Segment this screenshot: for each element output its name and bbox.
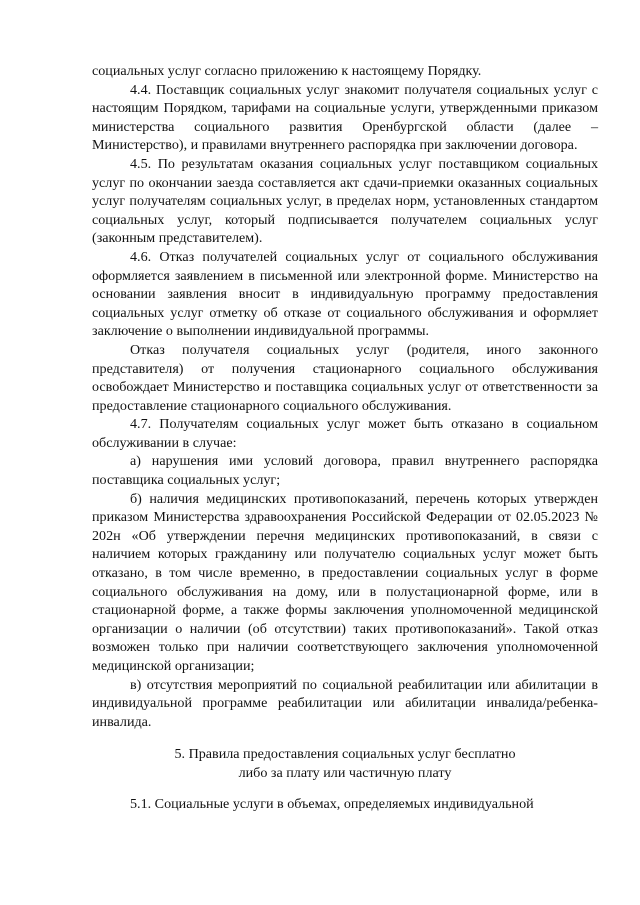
section-5-title-line1: 5. Правила предоставления социальных услуг бесплатно [174, 746, 516, 763]
paragraph-4-6-refusal: Отказ получателя социальных услуг (родителя, иного законного представителя) от получения стационарного социального обслуживания освобождает Министерство и поставщика социальных услуг от ответственности за предоставление стационарного социального обслуживания. [92, 341, 598, 414]
document-page [92, 62, 598, 813]
paragraph-4-7-c: в) отсутствия мероприятий по социальной реабилитации или абилитации в индивидуальной программе реабилитации или абилитации инвалида/ребенка-инвалида. [92, 676, 598, 730]
section-5-title-line2: либо за плату или частичную плату [238, 764, 452, 781]
paragraph-4-6: 4.6. Отказ получателей социальных услуг от социального обслуживания оформляется заявлением в письменной или электронной форме. Министерство на основании заявления вносит в индивидуальную программу предоставления социальных услуг отметку об отказе от социального обслуживания и оформляет заключение о выполнении индивидуальной программы. [92, 248, 598, 340]
paragraph-4-5: 4.5. По результатам оказания социальных услуг поставщиком социальных услуг по окончании заезда составляется акт сдачи-приемки оказанных социальных услуг получателям социальных услуг, в пределах норм, установленных стандартом социальных услуг, который подписывается получателем социальных услуг (законным представителем). [92, 155, 598, 247]
section-5-title [92, 745, 598, 782]
paragraph-5-1: 5.1. Социальные услуги в объемах, определяемых индивидуальной [130, 795, 534, 812]
paragraph-4-7: 4.7. Получателям социальных услуг может быть отказано в социальном обслуживании в случае: [92, 416, 598, 451]
paragraph-4-7-b: б) наличия медицинских противопоказаний, перечень которых утвержден приказом Министерства здравоохранения Российской Федерации от 02.05.2023 № 202н «Об утверждении перечня медицинских противопоказаний, в связи с наличием которых гражданину или получателю социальных услуг может быть отказано, в том числе временно, в предоставлении социальных услуг в форме социального обслуживания на дому, или в полустационарной форме, или в стационарной форме, а также формы заключения уполномоченной медицинской организации о наличии (об отсутствии) таких противопоказаний». Такой отказ возможен только при наличии соответствующего заключения уполномоченной медицинской организации; [92, 490, 598, 674]
paragraph-4-7-a: а) нарушения ими условий договора, правил внутреннего распорядка поставщика социальных услуг; [92, 453, 598, 489]
paragraph-continuation: социальных услуг согласно приложению к настоящему Порядку. [92, 63, 482, 79]
paragraph-4-4: 4.4. Поставщик социальных услуг знакомит получателя социальных услуг с настоящим Порядком, тарифами на социальные услуги, утвержденными приказом министерства социального развития Оренбургской области (далее – Министерство), и правилами внутреннего распорядка при заключении договора. [92, 81, 598, 154]
